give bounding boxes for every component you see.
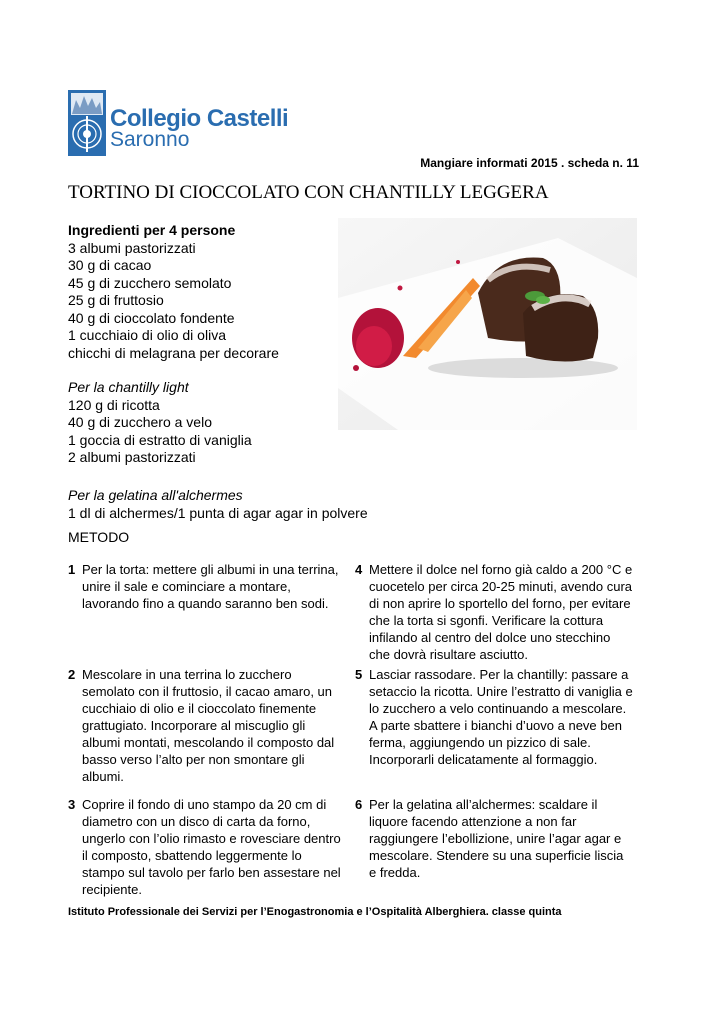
gelatina-section <box>68 487 628 522</box>
step-number: 6 <box>355 797 363 812</box>
ingredient-item: 3 albumi pastorizzati <box>68 239 196 256</box>
step-number: 4 <box>355 562 363 577</box>
step-text: Coprire il fondo di uno stampo da 20 cm di diametro con un disco di carta da forno, ungerlo con l’olio rimasto e rovesciare dentro il composto, sbattendo leggermente lo stampo sul tavolo per farlo ben assestare nel recipiente. <box>82 797 341 897</box>
school-logo <box>68 90 289 158</box>
ingredient-item: chicchi di melagrana per decorare <box>68 344 279 361</box>
ingredient-item: 25 g di fruttosio <box>68 292 164 308</box>
step-text: Per la torta: mettere gli albumi in una terrina, unire il sale e cominciare a montare, lavorando fino a quando saranno ben sodi. <box>82 562 339 611</box>
gelatina-heading: Per la gelatina all'alchermes <box>68 487 243 503</box>
step-text: Mescolare in una terrina lo zucchero semolato con il fruttosio, il cacao amaro, un cucchiaio di olio e il cioccolato finemente grattugiato. Incorporare al miscuglio gli albumi montati, mescolando il composto dal basso verso l’alto per non smontare gli albumi. <box>82 667 335 784</box>
ingredient-item: 30 g di cacao <box>68 257 152 273</box>
chantilly-item: 40 g di zucchero a velo <box>68 414 212 430</box>
step-number: 1 <box>68 562 76 577</box>
ingredients-list <box>68 222 338 467</box>
dessert-photo <box>338 218 637 430</box>
chantilly-item: 1 goccia di estratto di vaniglia <box>68 431 252 448</box>
step-number: 2 <box>68 667 76 682</box>
ingredients-heading: Ingredienti per 4 persone <box>68 222 236 238</box>
step-text: Lasciar rassodare. Per la chantilly: passare a setaccio la ricotta. Unire l’estratto di vaniglia e lo zucchero a velo continuando a mescolare. A parte sbattere i bianchi d’uovo a neve ben ferma, aggiungendo un pizzico di sale. Incorporarli delicatamente al formaggio. <box>369 667 633 767</box>
method-heading: METODO <box>68 529 130 545</box>
logo-city: Saronno <box>110 128 190 151</box>
chantilly-heading: Per la chantilly light <box>68 379 189 395</box>
ingredient-item: 1 cucchiaio di olio di oliva <box>68 327 226 343</box>
step-number: 3 <box>68 797 76 812</box>
footer-text: Istituto Professionale dei Servizi per l’Enogastronomia e l’Ospitalità Alberghiera. classe quinta <box>68 906 562 918</box>
step-number: 5 <box>355 667 363 682</box>
step-text: Per la gelatina all’alchermes: scaldare il liquore facendo attenzione a non far raggiungere l’ebollizione, unire l’agar agar e mescolare. Stendere su una superficie liscia e fredda. <box>369 797 624 880</box>
recipe-title: TORTINO DI CIOCCOLATO CON CHANTILLY LEGGERA <box>68 182 549 203</box>
ingredient-item: 45 g di zucchero semolato <box>68 274 232 291</box>
logo-name: Collegio Castelli <box>110 105 289 132</box>
chantilly-item: 120 g di ricotta <box>68 396 160 413</box>
series-label: Mangiare informati 2015 . scheda n. 11 <box>420 156 639 170</box>
step-text: Mettere il dolce nel forno già caldo a 200 °C e cuocetelo per circa 20-25 minuti, avendo cura di non aprire lo sportello del forno, per evitare che la torta si sgonfi. Verificare la cottura infilando al centro del dolce uno stecchino che dovrà risultare asciutto. <box>369 562 633 662</box>
castle-logo-icon <box>68 90 106 156</box>
ingredient-item: 40 g di cioccolato fondente <box>68 309 235 326</box>
chantilly-item: 2 albumi pastorizzati <box>68 449 196 465</box>
gelatina-item: 1 dl di alchermes/1 punta di agar agar in polvere <box>68 504 368 521</box>
